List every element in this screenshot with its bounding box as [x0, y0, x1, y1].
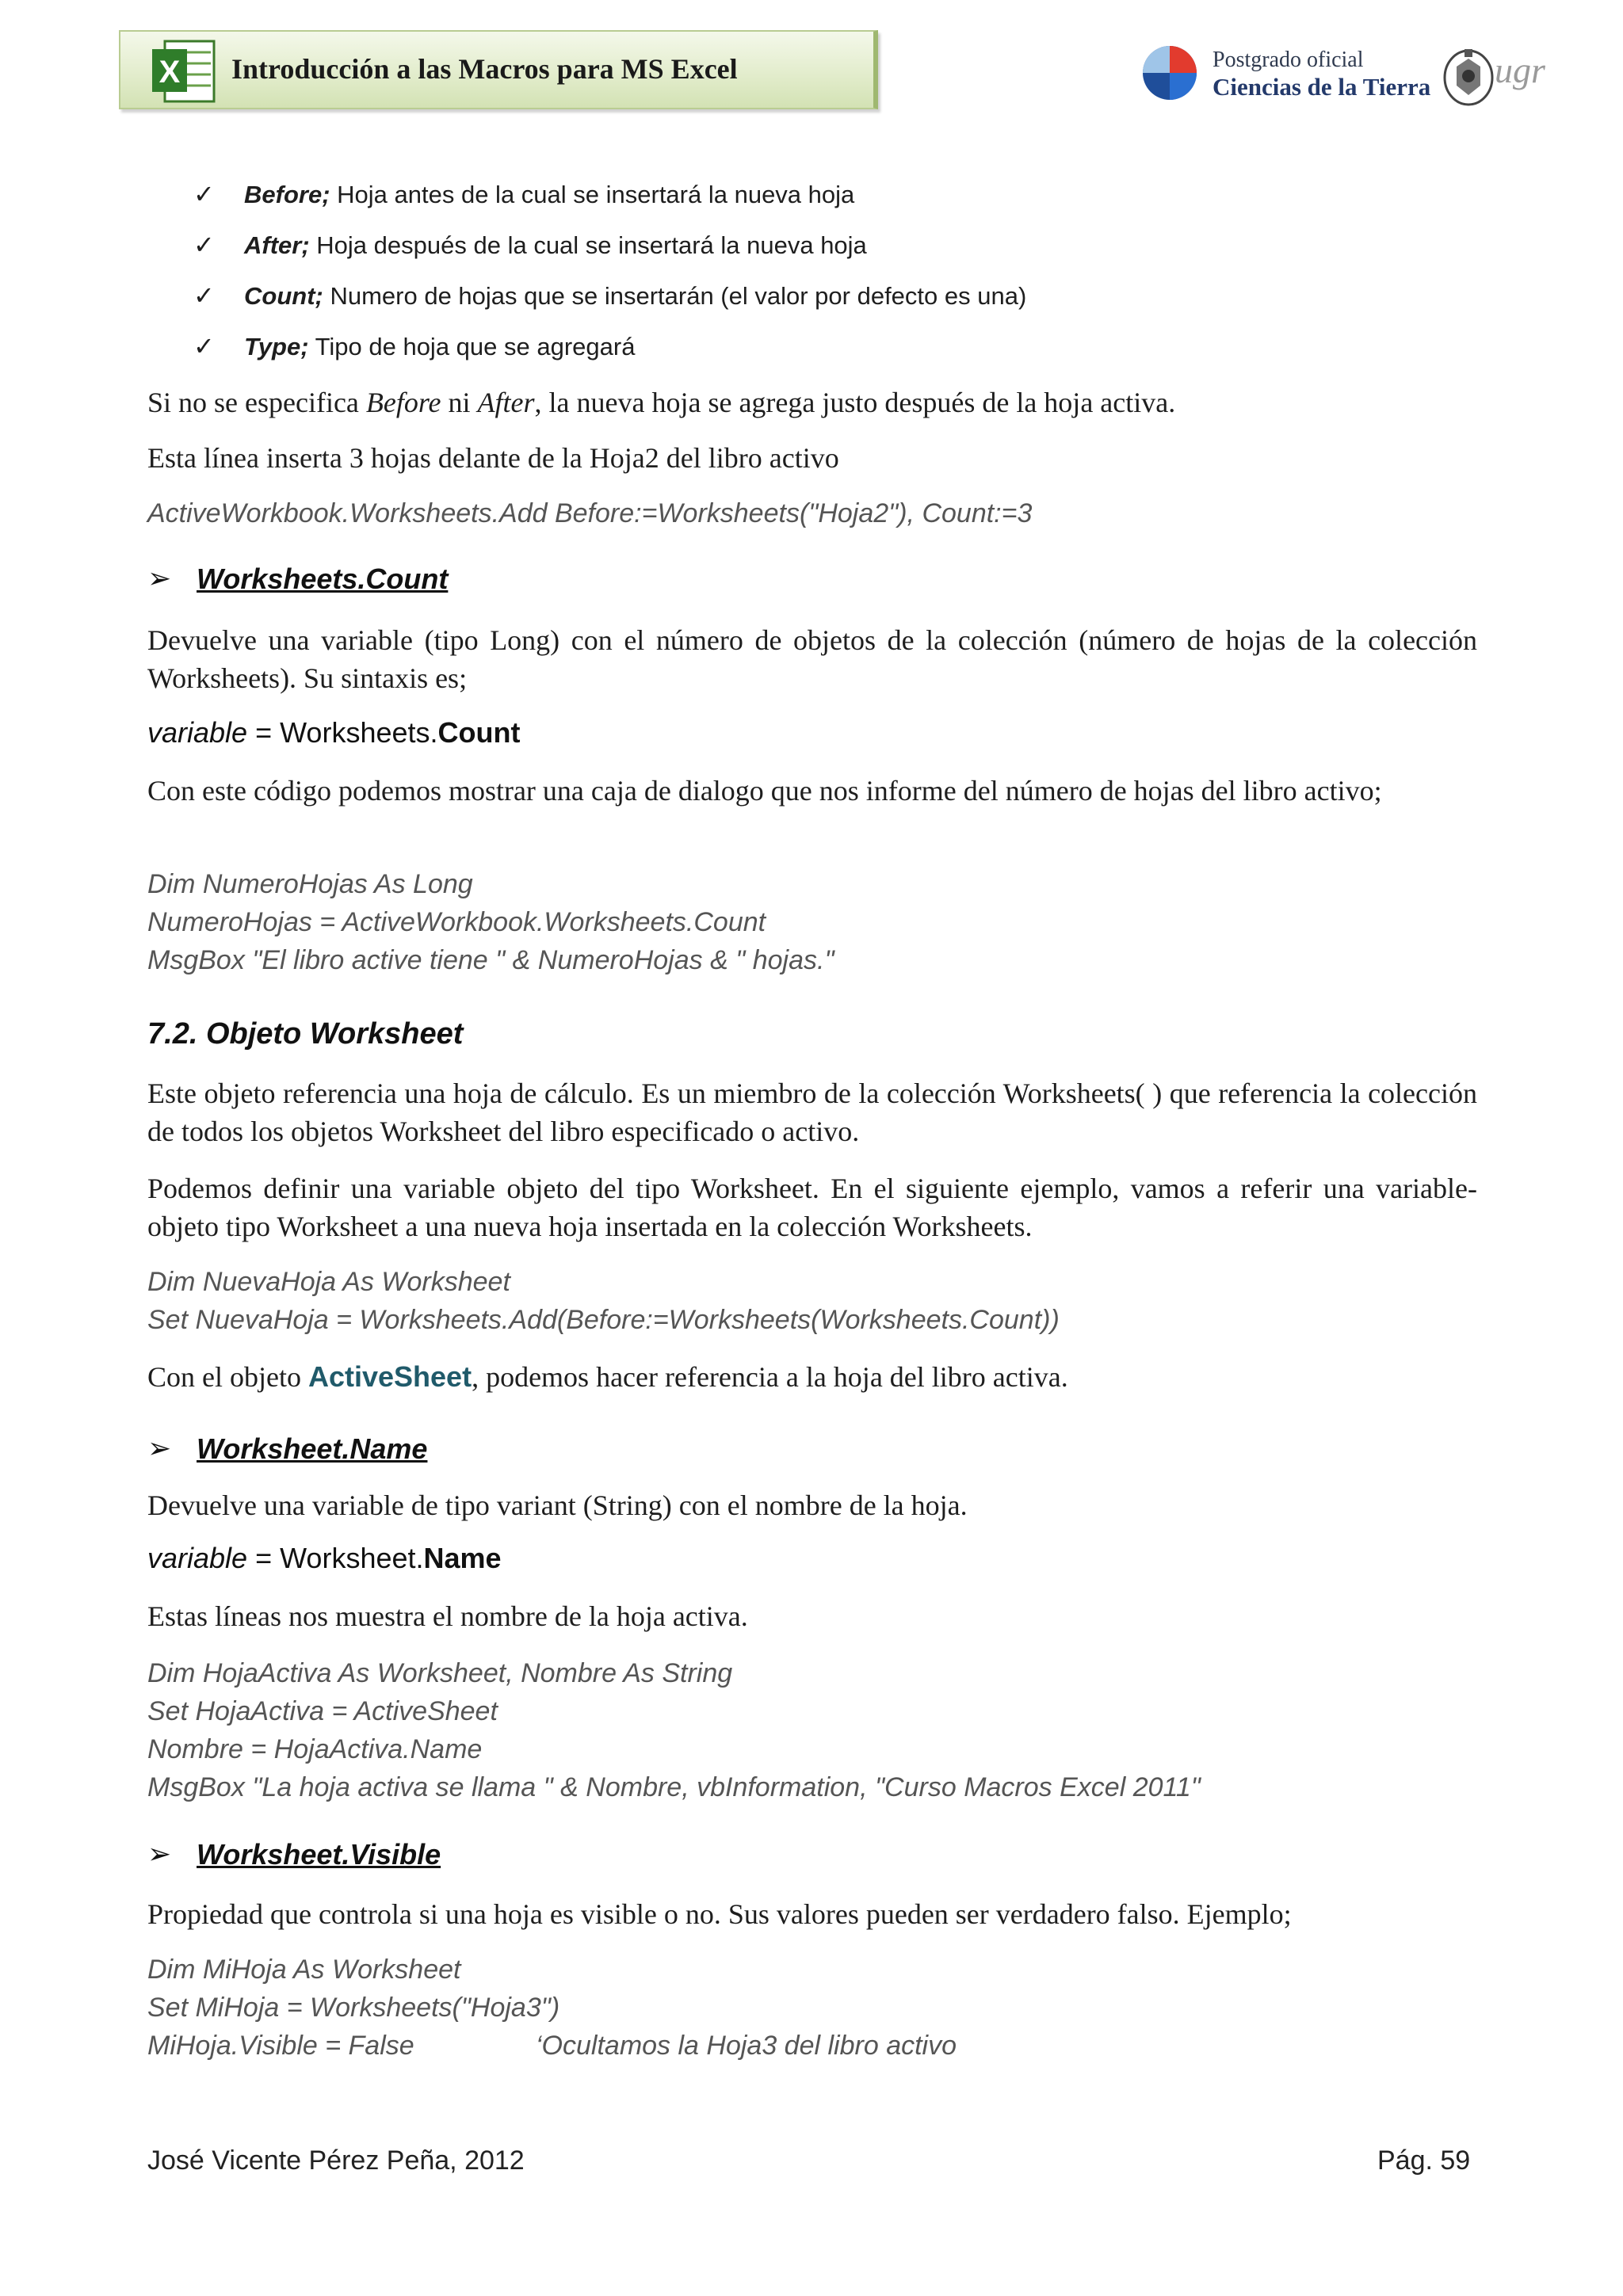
paragraph-name-desc: Devuelve una variable de tipo variant (String) con el nombre de la hoja. [147, 1489, 968, 1521]
postgrado-logo-icon [1141, 44, 1198, 101]
arrow-bullet-icon: ➢ [147, 1432, 172, 1465]
paragraph-count-code: Con este código podemos mostrar una caja de dialogo que nos informe del número de hojas del libro activo; [147, 775, 1382, 807]
code-visible-line3: MiHoja.Visible = False ‘Ocultamos la Hoja3 del libro activo [147, 2027, 1257, 2065]
footer-page-number: Pág. 59 [1377, 2145, 1471, 2176]
paragraph-object-2: Podemos definir una variable objeto del tipo Worksheet. En el siguiente ejemplo, vamos a referir una variable-objeto tipo Worksheet a una nueva hoja insertada en la colección Worksheets. [147, 1173, 1477, 1242]
paragraph-object-1: Este objeto referencia una hoja de cálculo. Es un miembro de la colección Worksheets( ) que referencia la colección de todos los objetos Worksheet del libro especificado o activo. [147, 1077, 1477, 1147]
code-visible-line2: Set MiHoja = Worksheets("Hoja3") [147, 1993, 560, 2023]
paragraph-visible: Propiedad que controla si una hoja es visible o no. Sus valores pueden ser verdadero falso. Ejemplo; [147, 1898, 1292, 1930]
code-count-line1: Dim NumeroHojas As Long [147, 869, 473, 899]
arrow-bullet-icon: ➢ [147, 563, 172, 595]
paragraph-before-after: Si no se especifica Before ni After, la nueva hoja se agrega justo después de la hoja activa. [147, 387, 1176, 418]
ugr-crest-icon [1441, 44, 1496, 108]
paragraph-inserta: Esta línea inserta 3 hojas delante de la Hoja2 del libro activo [147, 442, 839, 474]
code-count-line3: MsgBox "El libro active tiene " & NumeroHojas & " hojas." [147, 945, 834, 975]
document-title: Introducción a las Macros para MS Excel [231, 53, 738, 85]
code-name-line3: Nombre = HojaActiva.Name [147, 1734, 483, 1764]
checkmark-icon: ✓ [193, 331, 215, 361]
paragraph-count-desc: Devuelve una variable (tipo Long) con el número de objetos de la colección (número de hojas de la colección Worksheets). Su sintaxis es; [147, 624, 1477, 694]
arrow-bullet-icon: ➢ [147, 1838, 172, 1871]
section-title: 7.2. Objeto Worksheet [147, 1017, 464, 1051]
syntax-name: variable = Worksheet.Name [147, 1542, 502, 1574]
svg-text:X: X [158, 55, 181, 90]
checkmark-icon: ✓ [193, 280, 215, 311]
paragraph-name-code: Estas líneas nos muestra el nombre de la hoja activa. [147, 1600, 748, 1632]
checkmark-icon: ✓ [193, 230, 215, 260]
code-name-line4: MsgBox "La hoja activa se llama " & Nombre, vbInformation, "Curso Macros Excel 2011" [147, 1772, 1201, 1802]
code-name-line1: Dim HojaActiva As Worksheet, Nombre As String [147, 1658, 733, 1688]
code-add: ActiveWorkbook.Worksheets.Add Before:=Worksheets("Hoja2"), Count:=3 [147, 498, 1033, 528]
logo-line1: Postgrado oficial [1212, 48, 1364, 72]
footer-author: José Vicente Pérez Peña, 2012 [147, 2145, 525, 2176]
header-banner [119, 30, 878, 109]
excel-icon [151, 36, 217, 105]
code-nueva-line2: Set NuevaHoja = Worksheets.Add(Before:=Worksheets(Worksheets.Count)) [147, 1305, 1060, 1335]
ugr-logo-text: ugr [1495, 50, 1545, 90]
code-count-line2: NumeroHojas = ActiveWorkbook.Worksheets.Count [147, 907, 766, 937]
code-nueva-line1: Dim NuevaHoja As Worksheet [147, 1267, 510, 1297]
code-comment: ‘Ocultamos la Hoja3 del libro activo [536, 2031, 957, 2061]
checkmark-icon: ✓ [193, 179, 215, 209]
code-visible-line1: Dim MiHoja As Worksheet [147, 1955, 461, 1985]
code-name-line2: Set HojaActiva = ActiveSheet [147, 1696, 498, 1726]
syntax-count: variable = Worksheets.Count [147, 716, 521, 749]
logo-line2: Ciencias de la Tierra [1212, 73, 1431, 101]
paragraph-activesheet: Con el objeto ActiveSheet, podemos hacer referencia a la hoja del libro activa. [147, 1360, 1068, 1393]
